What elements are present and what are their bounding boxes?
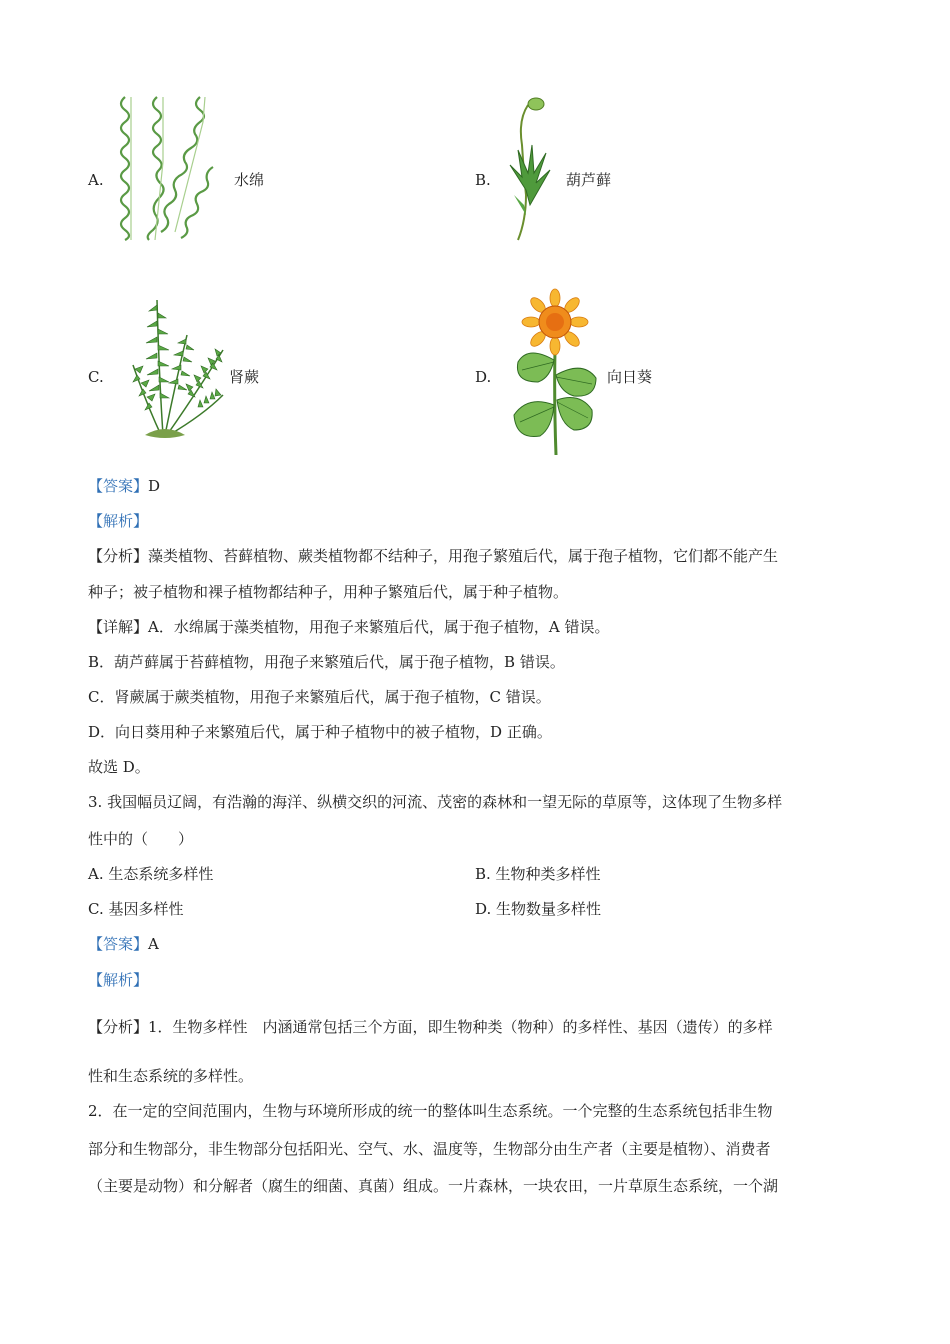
q3-option-d: D. 生物数量多样性 [475, 900, 602, 918]
option-a-letter: A. [88, 171, 104, 189]
option-d-letter: D. [475, 368, 492, 386]
analysis-tag: 【解析】 [88, 512, 149, 530]
option-c-letter: C. [88, 368, 104, 386]
spirogyra-illustration [115, 92, 220, 242]
fern-illustration [125, 295, 230, 445]
analysis-tag: 【解析】 [88, 971, 149, 989]
q3-fenxi-line-1 [88, 1017, 773, 1037]
q3-option-c: C. 基因多样性 [88, 900, 184, 918]
q3-paragraph-2-line-1: 2．在一定的空间范围内，生物与环境所形成的统一的整体叫生态系统。一个完整的生态系统包括非生物 [88, 1102, 773, 1120]
q2-fenxi-line-1 [88, 546, 778, 566]
q3-option-a: A. 生态系统多样性 [88, 865, 214, 883]
xiangjie-tag: 【详解】 [88, 618, 149, 636]
option-b-letter: B. [475, 171, 491, 189]
moss-illustration [500, 95, 560, 245]
q3-option-b: B. 生物种类多样性 [475, 865, 601, 883]
q2-xiangjie-line-d: D．向日葵用种子来繁殖后代，属于种子植物中的被子植物，D 正确。 [88, 723, 552, 741]
q3-fenxi-line-2: 性和生态系统的多样性。 [88, 1067, 254, 1085]
q3-paragraph-2-line-3: （主要是动物）和分解者（腐生的细菌、真菌）组成。一片森林，一块农田，一片草原生态系统，一个湖 [88, 1177, 779, 1195]
option-c-name: 肾蕨 [229, 368, 260, 386]
q3-stem-line-1: 3. 我国幅员辽阔，有浩瀚的海洋、纵横交织的河流、茂密的森林和一望无际的草原等，这体现了生物多样 [88, 793, 783, 811]
q2-xiangjie-a: A．水绵属于藻类植物，用孢子来繁殖后代，属于孢子植物，A 错误。 [148, 618, 610, 636]
q2-conclusion: 故选 D。 [88, 758, 150, 776]
q3-fenxi-text-1: 1．生物多样性 内涵通常包括三个方面，即生物种类（物种）的多样性、基因（遗传）的多样 [148, 1018, 773, 1036]
option-d-name: 向日葵 [607, 368, 653, 386]
answer-tag: 【答案】 [88, 935, 149, 953]
q3-paragraph-2-line-2: 部分和生物部分，非生物部分包括阳光、空气、水、温度等，生物部分由生产者（主要是植物）、消费者 [88, 1140, 771, 1158]
q2-analysis-line [88, 511, 148, 531]
q3-answer-line [88, 934, 159, 954]
q2-answer: D [148, 477, 161, 495]
q2-xiangjie-line-c: C．肾蕨属于蕨类植物，用孢子来繁殖后代，属于孢子植物，C 错误。 [88, 688, 551, 706]
option-a-name: 水绵 [234, 171, 265, 189]
q2-xiangjie-line-b: B．葫芦藓属于苔藓植物，用孢子来繁殖后代，属于孢子植物，B 错误。 [88, 653, 565, 671]
sunflower-illustration [508, 290, 603, 455]
q3-answer: A [148, 935, 159, 953]
q3-stem-line-2: 性中的（ ） [88, 830, 194, 848]
q2-answer-line [88, 476, 160, 496]
q2-xiangjie-line-a [88, 617, 609, 637]
q2-fenxi-text-1: 藻类植物、苔藓植物、蕨类植物都不结种子，用孢子繁殖后代，属于孢子植物，它们都不能产生 [148, 547, 779, 565]
option-b-name: 葫芦藓 [566, 171, 612, 189]
answer-tag: 【答案】 [88, 477, 149, 495]
q3-analysis-line [88, 970, 148, 990]
fenxi-tag: 【分析】 [88, 1018, 149, 1036]
fenxi-tag: 【分析】 [88, 547, 149, 565]
q2-fenxi-line-2: 种子；被子植物和裸子植物都结种子，用种子繁殖后代，属于种子植物。 [88, 583, 569, 601]
